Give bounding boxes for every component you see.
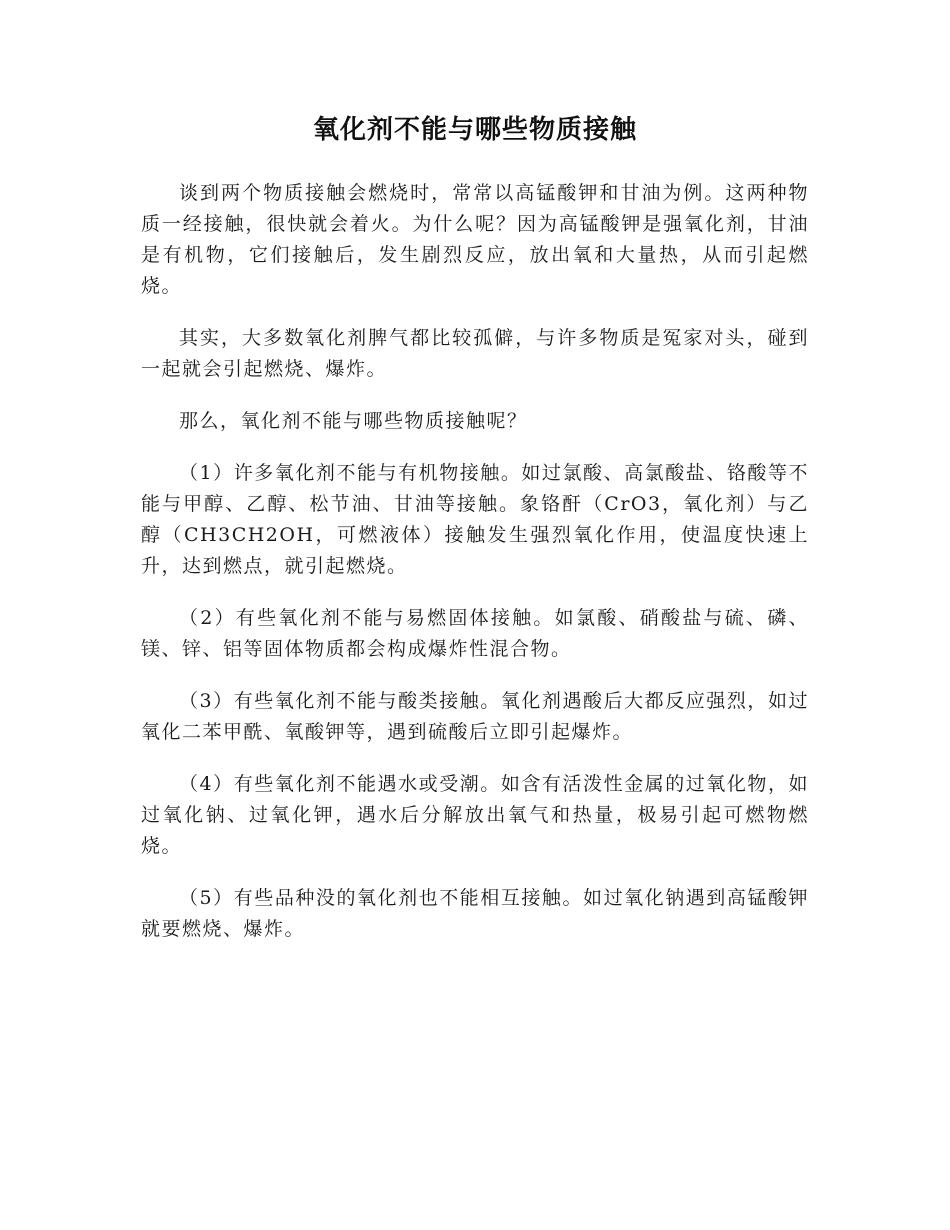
paragraph-item-2: （2）有些氧化剂不能与易燃固体接触。如氯酸、硝酸盐与硫、磷、镁、锌、铝等固体物质都会构成爆炸性混合物。 <box>141 607 809 660</box>
paragraph-intro: 谈到两个物质接触会燃烧时，常常以高锰酸钾和甘油为例。这两种物质一经接触，很快就会着火。为什么呢？因为高锰酸钾是强氧化剂，甘油是有机物，它们接触后，发生剧烈反应，放出氧和大量热，从而引起燃烧。 <box>141 182 809 297</box>
document-page <box>141 110 809 966</box>
document-title: 氧化剂不能与哪些物质接触 <box>312 115 637 145</box>
paragraph-item-3: （3）有些氧化剂不能与酸类接触。氧化剂遇酸后大都反应强烈，如过氧化二苯甲酰、氧酸钾等，遇到硫酸后立即引起爆炸。 <box>141 690 809 743</box>
paragraph-item-1: （1）许多氧化剂不能与有机物接触。如过氯酸、高氯酸盐、铬酸等不能与甲醇、乙醇、松节油、甘油等接触。象铬酐（CrO3，氧化剂）与乙醇（CH3CH2OH，可燃液体）接触发生强烈氧化作用，使温度快速上升，达到燃点，就引起燃烧。 <box>141 462 809 577</box>
paragraph-item-4: （4）有些氧化剂不能遇水或受潮。如含有活泼性金属的过氧化物，如过氧化钠、过氧化钾，遇水后分解放出氧气和热量，极易引起可燃物燃烧。 <box>141 773 809 857</box>
paragraph-overview: 其实，大多数氧化剂脾气都比较孤僻，与许多物质是冤家对头，碰到一起就会引起燃烧、爆炸。 <box>141 327 809 380</box>
paragraph-item-5: （5）有些品种没的氧化剂也不能相互接触。如过氧化钠遇到高锰酸钾就要燃烧、爆炸。 <box>141 887 809 940</box>
paragraph-question: 那么，氧化剂不能与哪些物质接触呢？ <box>179 410 528 432</box>
